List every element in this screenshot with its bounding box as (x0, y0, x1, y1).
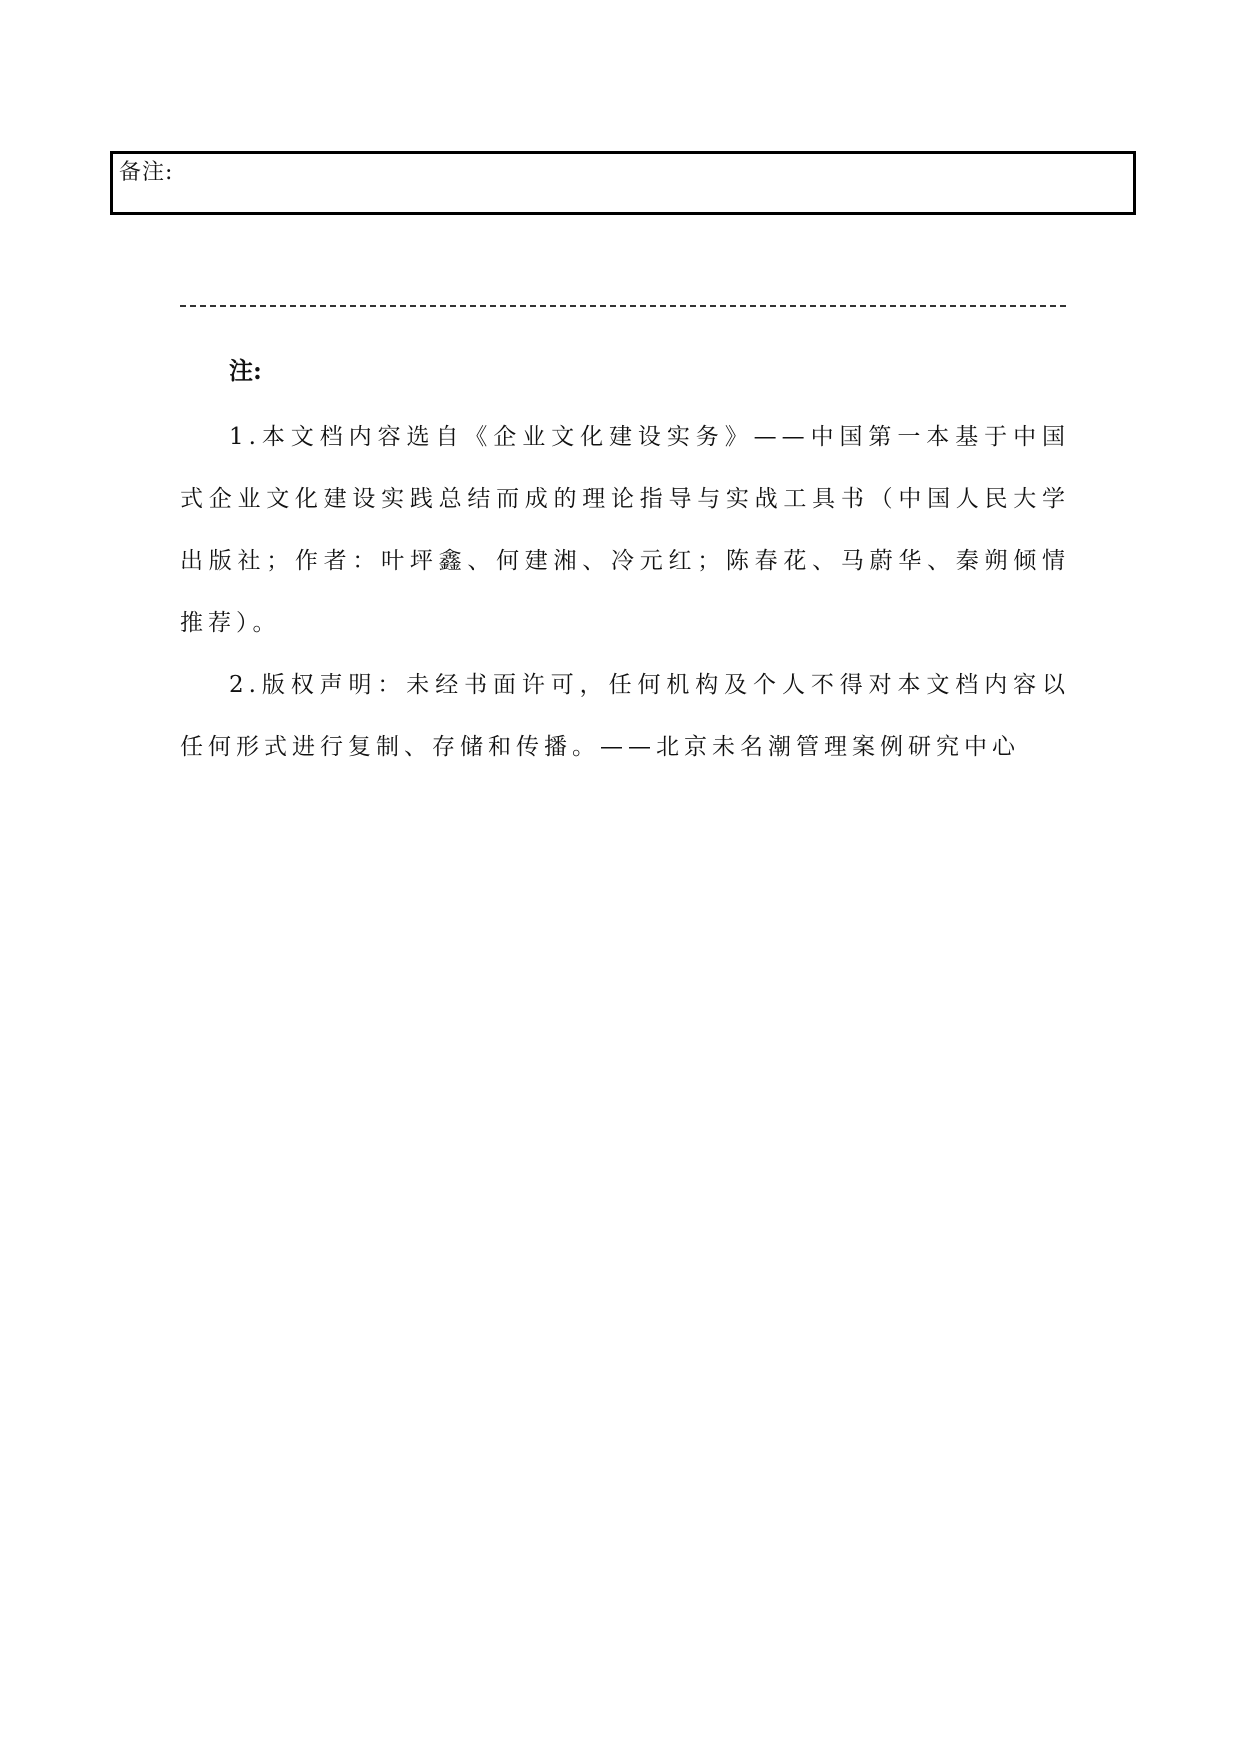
remarks-box (110, 151, 1136, 215)
dashed-divider (180, 305, 1066, 307)
remarks-label: 备注: (119, 160, 174, 185)
notes-body (180, 406, 1070, 778)
notes-title: 注: (229, 356, 262, 385)
note-item-copyright: 2.版权声明：未经书面许可，任何机构及个人不得对本文档内容以任何形式进行复制、存储和传播。——北京未名潮管理案例研究中心 (180, 672, 1070, 760)
note-item-source: 1.本文档内容选自《企业文化建设实务》——中国第一本基于中国式企业文化建设实践总结而成的理论指导与实战工具书（中国人民大学出版社；作者：叶坪鑫、何建湘、冷元红；陈春花、马蔚华、秦朔倾情推荐）。 (180, 424, 1070, 636)
